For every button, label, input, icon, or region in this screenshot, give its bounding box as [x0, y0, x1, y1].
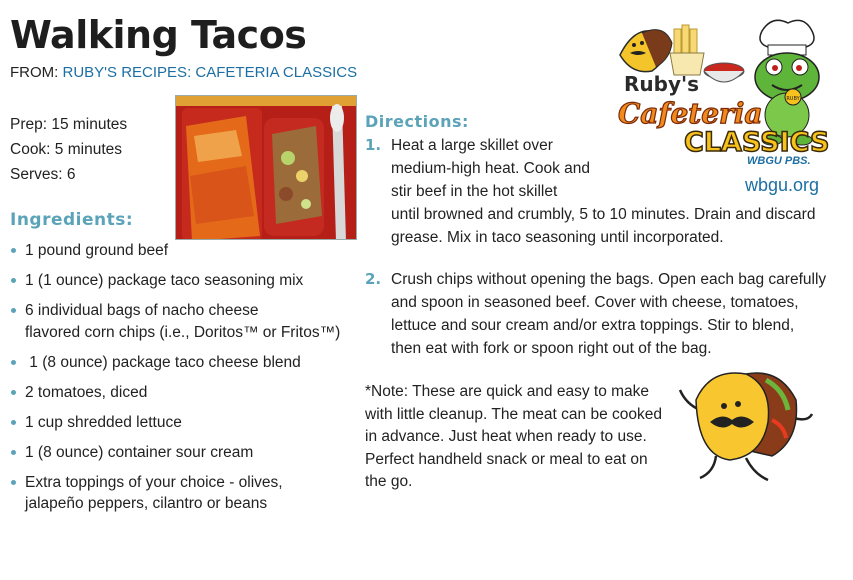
list-item: Extra toppings of your choice - olives, jalapeño peppers, cilantro or beans [10, 472, 355, 515]
wbgu-url[interactable]: wbgu.org [745, 175, 820, 195]
cook-time: Cook: 5 minutes [10, 141, 122, 158]
list-item: 1 (8 ounce) package taco cheese blend [10, 352, 355, 374]
wbgu-pbs-logo: WBGU PBS. [747, 155, 811, 167]
ingredients-heading: Ingredients: [10, 210, 134, 230]
servings: Serves: 6 [10, 166, 76, 183]
recipe-meta [10, 112, 127, 187]
direction-step-1: 1. Heat a large skillet over medium-high heat. Cook and stir beef in the hot skillet until browned and crumbly, 5 to 10 minutes. Drain and discard grease. Mix in taco seasoning until incorporated. [365, 136, 816, 246]
list-item: 1 (1 ounce) package taco seasoning mix [10, 270, 355, 292]
source-link[interactable]: RUBY'S RECIPES: CAFETERIA CLASSICS [62, 64, 358, 81]
directions-heading: Directions: [365, 112, 469, 131]
step-number: 2. [365, 270, 382, 288]
taco-mascot-icon [676, 360, 816, 490]
list-item: 2 tomatoes, diced [10, 382, 355, 404]
list-item: 1 pound ground beef [10, 240, 355, 262]
step-number: 1. [365, 136, 382, 154]
direction-step-2: 2. Crush chips without opening the bags. Open each bag carefully and spoon in seasoned beef. Cover with cheese, tomatoes, lettuce and sour cream and/or extra toppings. Stir to blend, then eat with fork or spoon right out of the bag. [365, 270, 827, 357]
prep-time: Prep: 15 minutes [10, 116, 128, 133]
list-item: 1 (8 ounce) container sour cream [10, 442, 355, 464]
logo-cafeteria: Cafeteria [618, 97, 763, 130]
recipe-source [10, 64, 357, 81]
list-item: 1 cup shredded lettuce [10, 412, 355, 434]
walking-taco-photo [175, 95, 357, 240]
logo-rubys: Ruby's [624, 72, 700, 96]
cafeteria-classics-logo [612, 15, 842, 200]
logo-classics: CLASSICS [684, 127, 830, 158]
recipe-note: *Note: These are quick and easy to make with little cleanup. The meat can be cooked in advance. Just heat when ready to use. Perfect handheld snack or meal to eat on the go. [365, 383, 662, 490]
list-item: 6 individual bags of nacho cheese flavored corn chips (i.e., Doritos™ or Fritos™) [10, 300, 355, 343]
frog-badge: RUBY [786, 96, 800, 102]
recipe-title: Walking Tacos [10, 13, 307, 57]
from-label: FROM: [10, 64, 59, 81]
ingredients-list [10, 240, 355, 523]
